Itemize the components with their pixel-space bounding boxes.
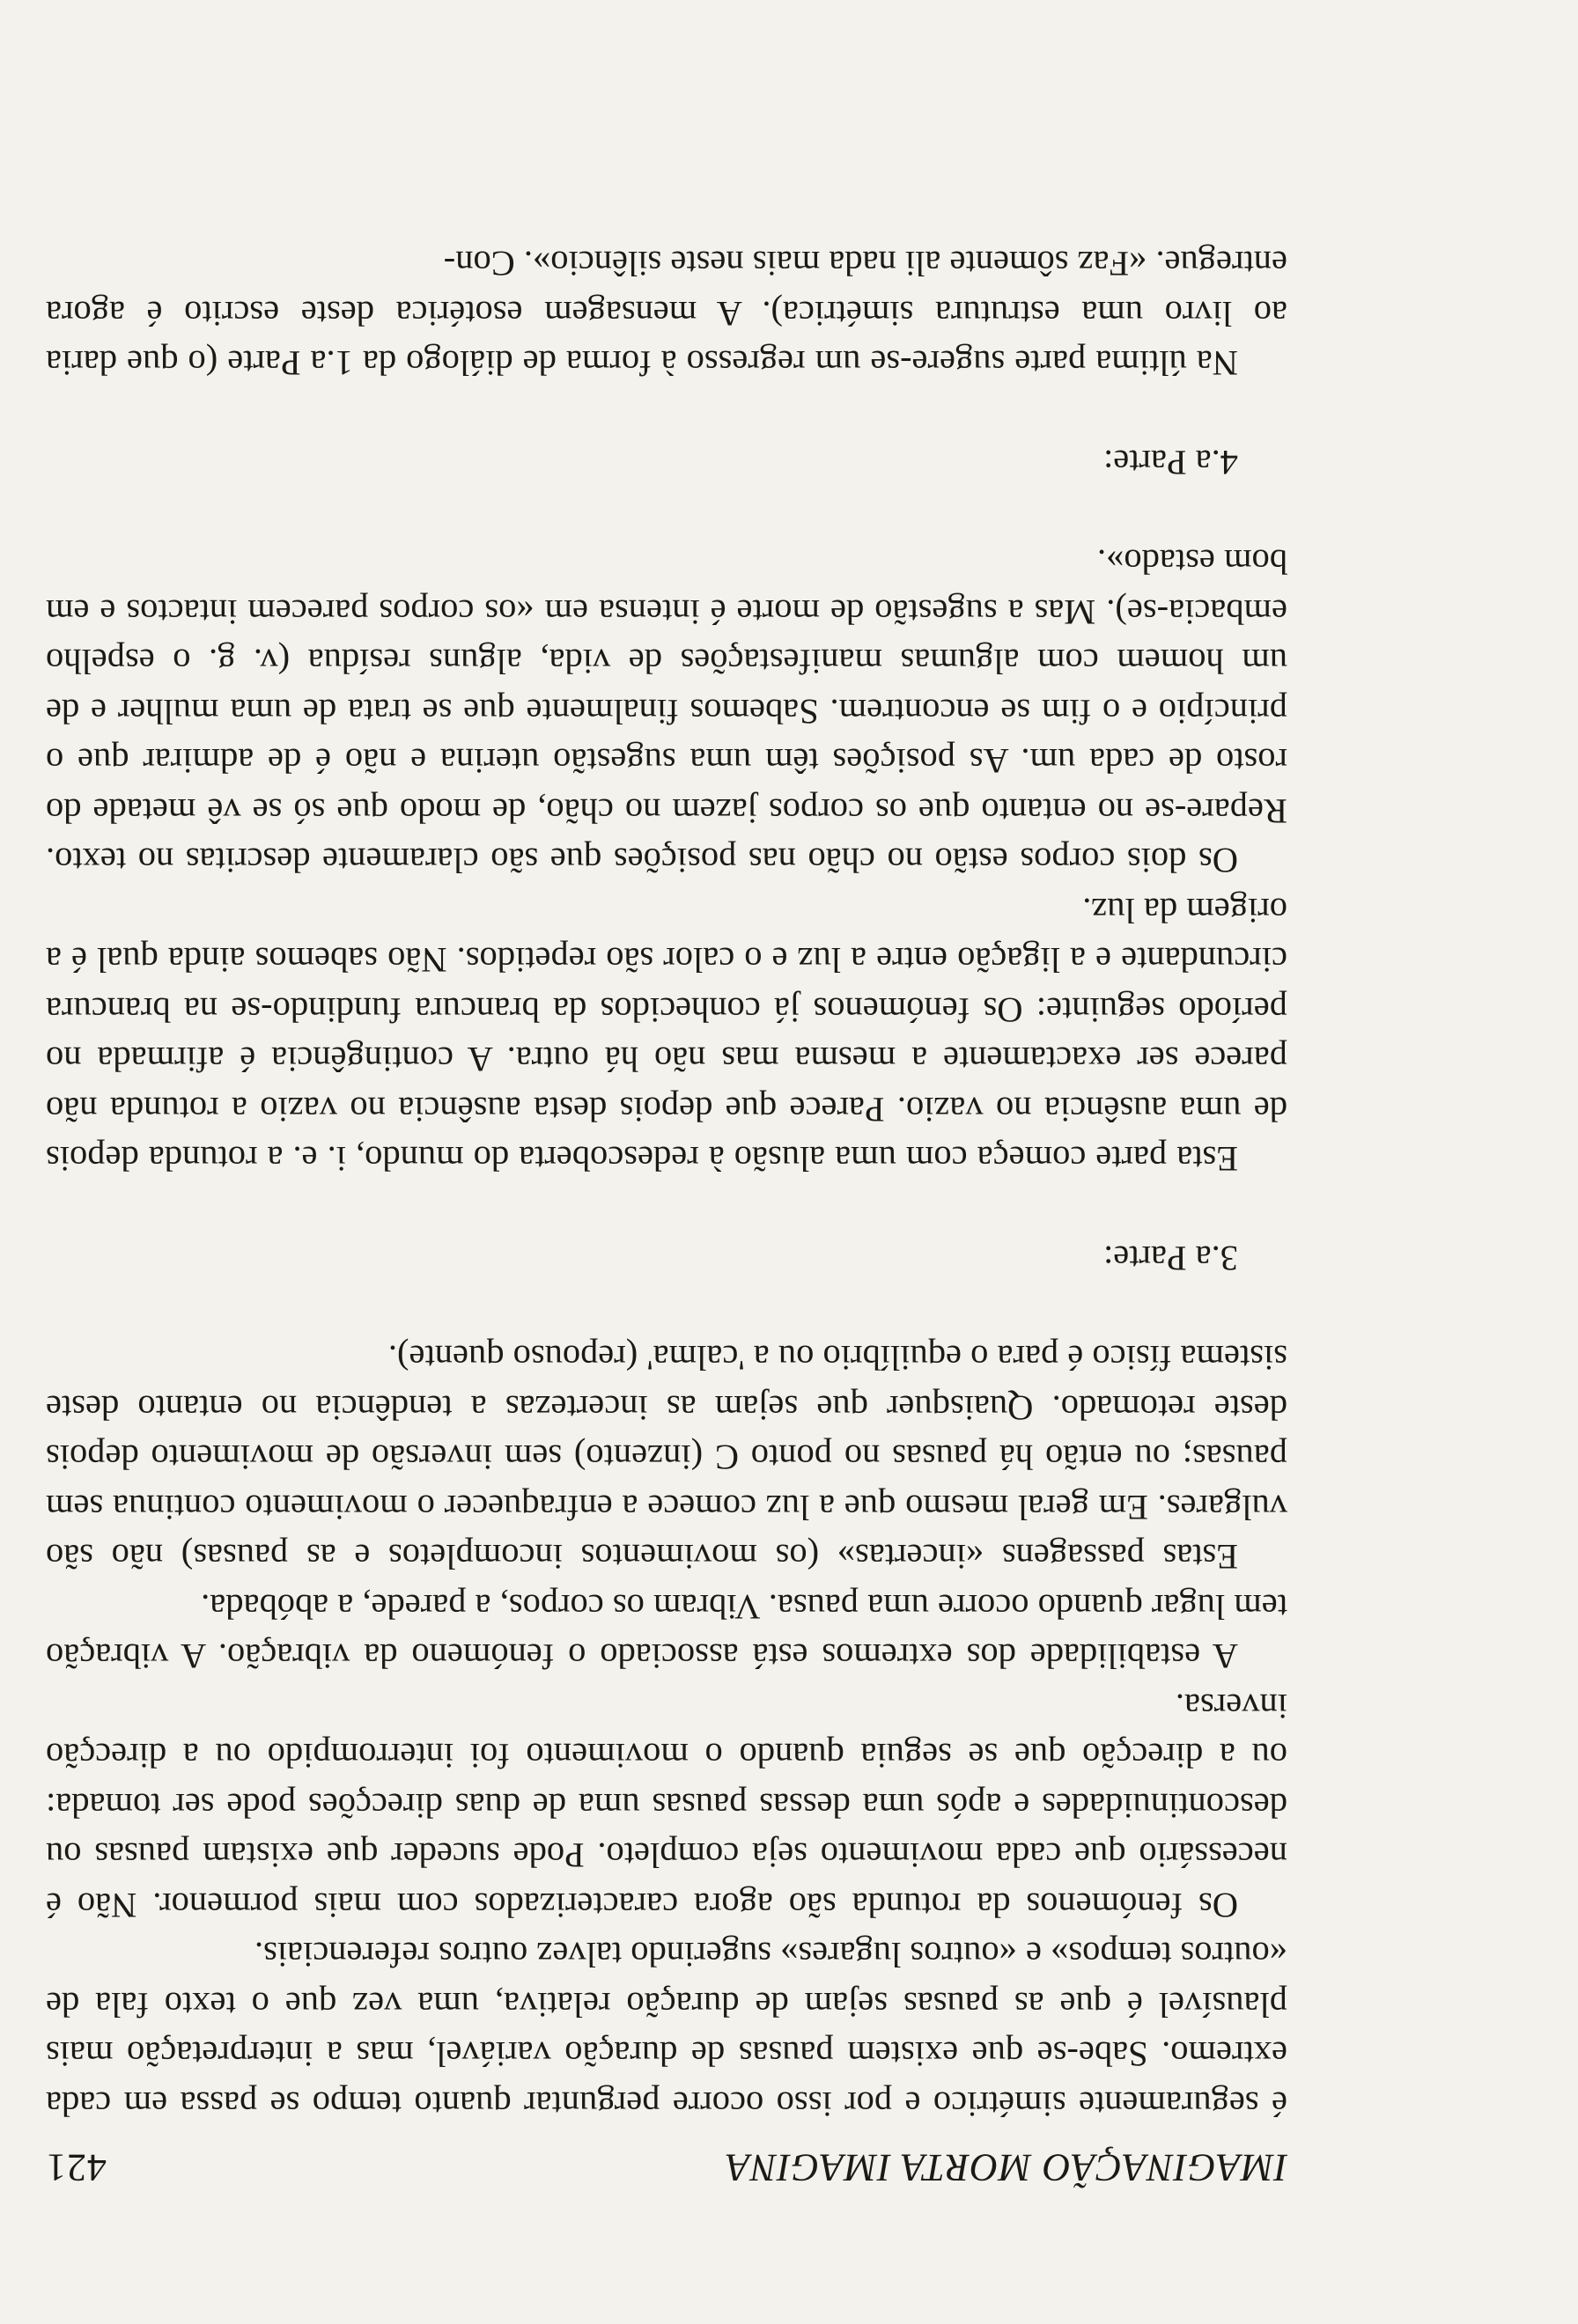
section-heading: 3.a Parte: [1103, 1239, 1238, 1279]
page-body [46, 239, 1287, 2129]
section-heading: 4.a Parte: [1103, 443, 1238, 483]
paragraph: Esta parte começa com uma alusão à redescoberta do mundo, i. e. a rotunda depois de uma ausência no vazio. Parece que depois desta ausência no vazio a rotunda não parece ser exactamente a mesma mas não há outra. A contingência é afirmada no período seguinte: Os fenómenos já conhecidos da brancura fundindo-se na brancura circundante e a ligação entre a luz e o calor são repetidos. Não sabemos ainda qual é a origem da luz. [46, 891, 1287, 1180]
spacer [46, 1184, 1287, 1234]
page-number: 421 [46, 2146, 107, 2189]
spacer [46, 388, 1287, 438]
spacer [46, 1283, 1287, 1334]
running-header [46, 2145, 1287, 2190]
paragraph: A estabilidade dos extremos está associado o fenómeno da vibração. A vibração tem lugar quando ocorre uma pausa. Vibram os corpos, a parede, a abóbada. [46, 1587, 1287, 1677]
paragraph: é seguramente simétrico e por isso ocorre perguntar quanto tempo se passa em cada extremo. Sabe-se que existem pausas de duração variável, mas a interpretação mais plausível é que as pausas sejam de duração relativa, uma vez que o texto fala de «outros tempos» e «outros lugares» sugerindo talvez outros referenciais. [46, 1935, 1287, 2124]
paragraph: Os fenómenos da rotunda são agora caracterizados com mais pormenor. Não é necessário que cada movimento seja completo. Pode suceder que existam pausas ou descontinuidades e após uma dessas pausas uma de duas direcções pode ser tomada: ou a direcção que se seguia quando o movimento foi interrompido ou a direcção inversa. [46, 1687, 1287, 1925]
paragraph: Na última parte sugere-se um regresso à forma de diálogo da 1.a Parte (o que daria ao livro uma estrutura simétrica). A mensagem esotérica deste escrito é agora entregue. «Faz sômente ali nada mais neste silêncio». Con- [46, 244, 1287, 384]
book-title: IMAGINAÇÃO MORTA IMAGINA [725, 2146, 1287, 2189]
paragraph: Os dois corpos estão no chão nas posições que são claramente descritas no texto. Repare-se no entanto que os corpos jazem no chão, de modo que só se vê metade do rosto de cada um. As posições têm uma sugestão uterina e não é de admirar que o princípio e o fim se encontrem. Sabemos finalmente que se trata de uma mulher e de um homem com algumas manifestações de vida, alguns resídua (v. g. o espelho embacia-se). Mas a sugestão de morte é intensa em «os corpos parecem intactos e em bom estado». [46, 542, 1287, 881]
spacer [46, 488, 1287, 538]
paragraph: Estas passagens «incertas» (os movimentos incompletos e as pausas) não são vulgares. Em geral mesmo que a luz comece a enfraquecer o movimento continua sem pausas; ou então há pausas no ponto C (inzento) sem inversão de movimento depois deste retomado. Quaisquer que sejam as incertezas a tendência no entanto deste sistema físico é para o equilíbrio ou a 'calma' (repouso quente). [46, 1338, 1287, 1578]
